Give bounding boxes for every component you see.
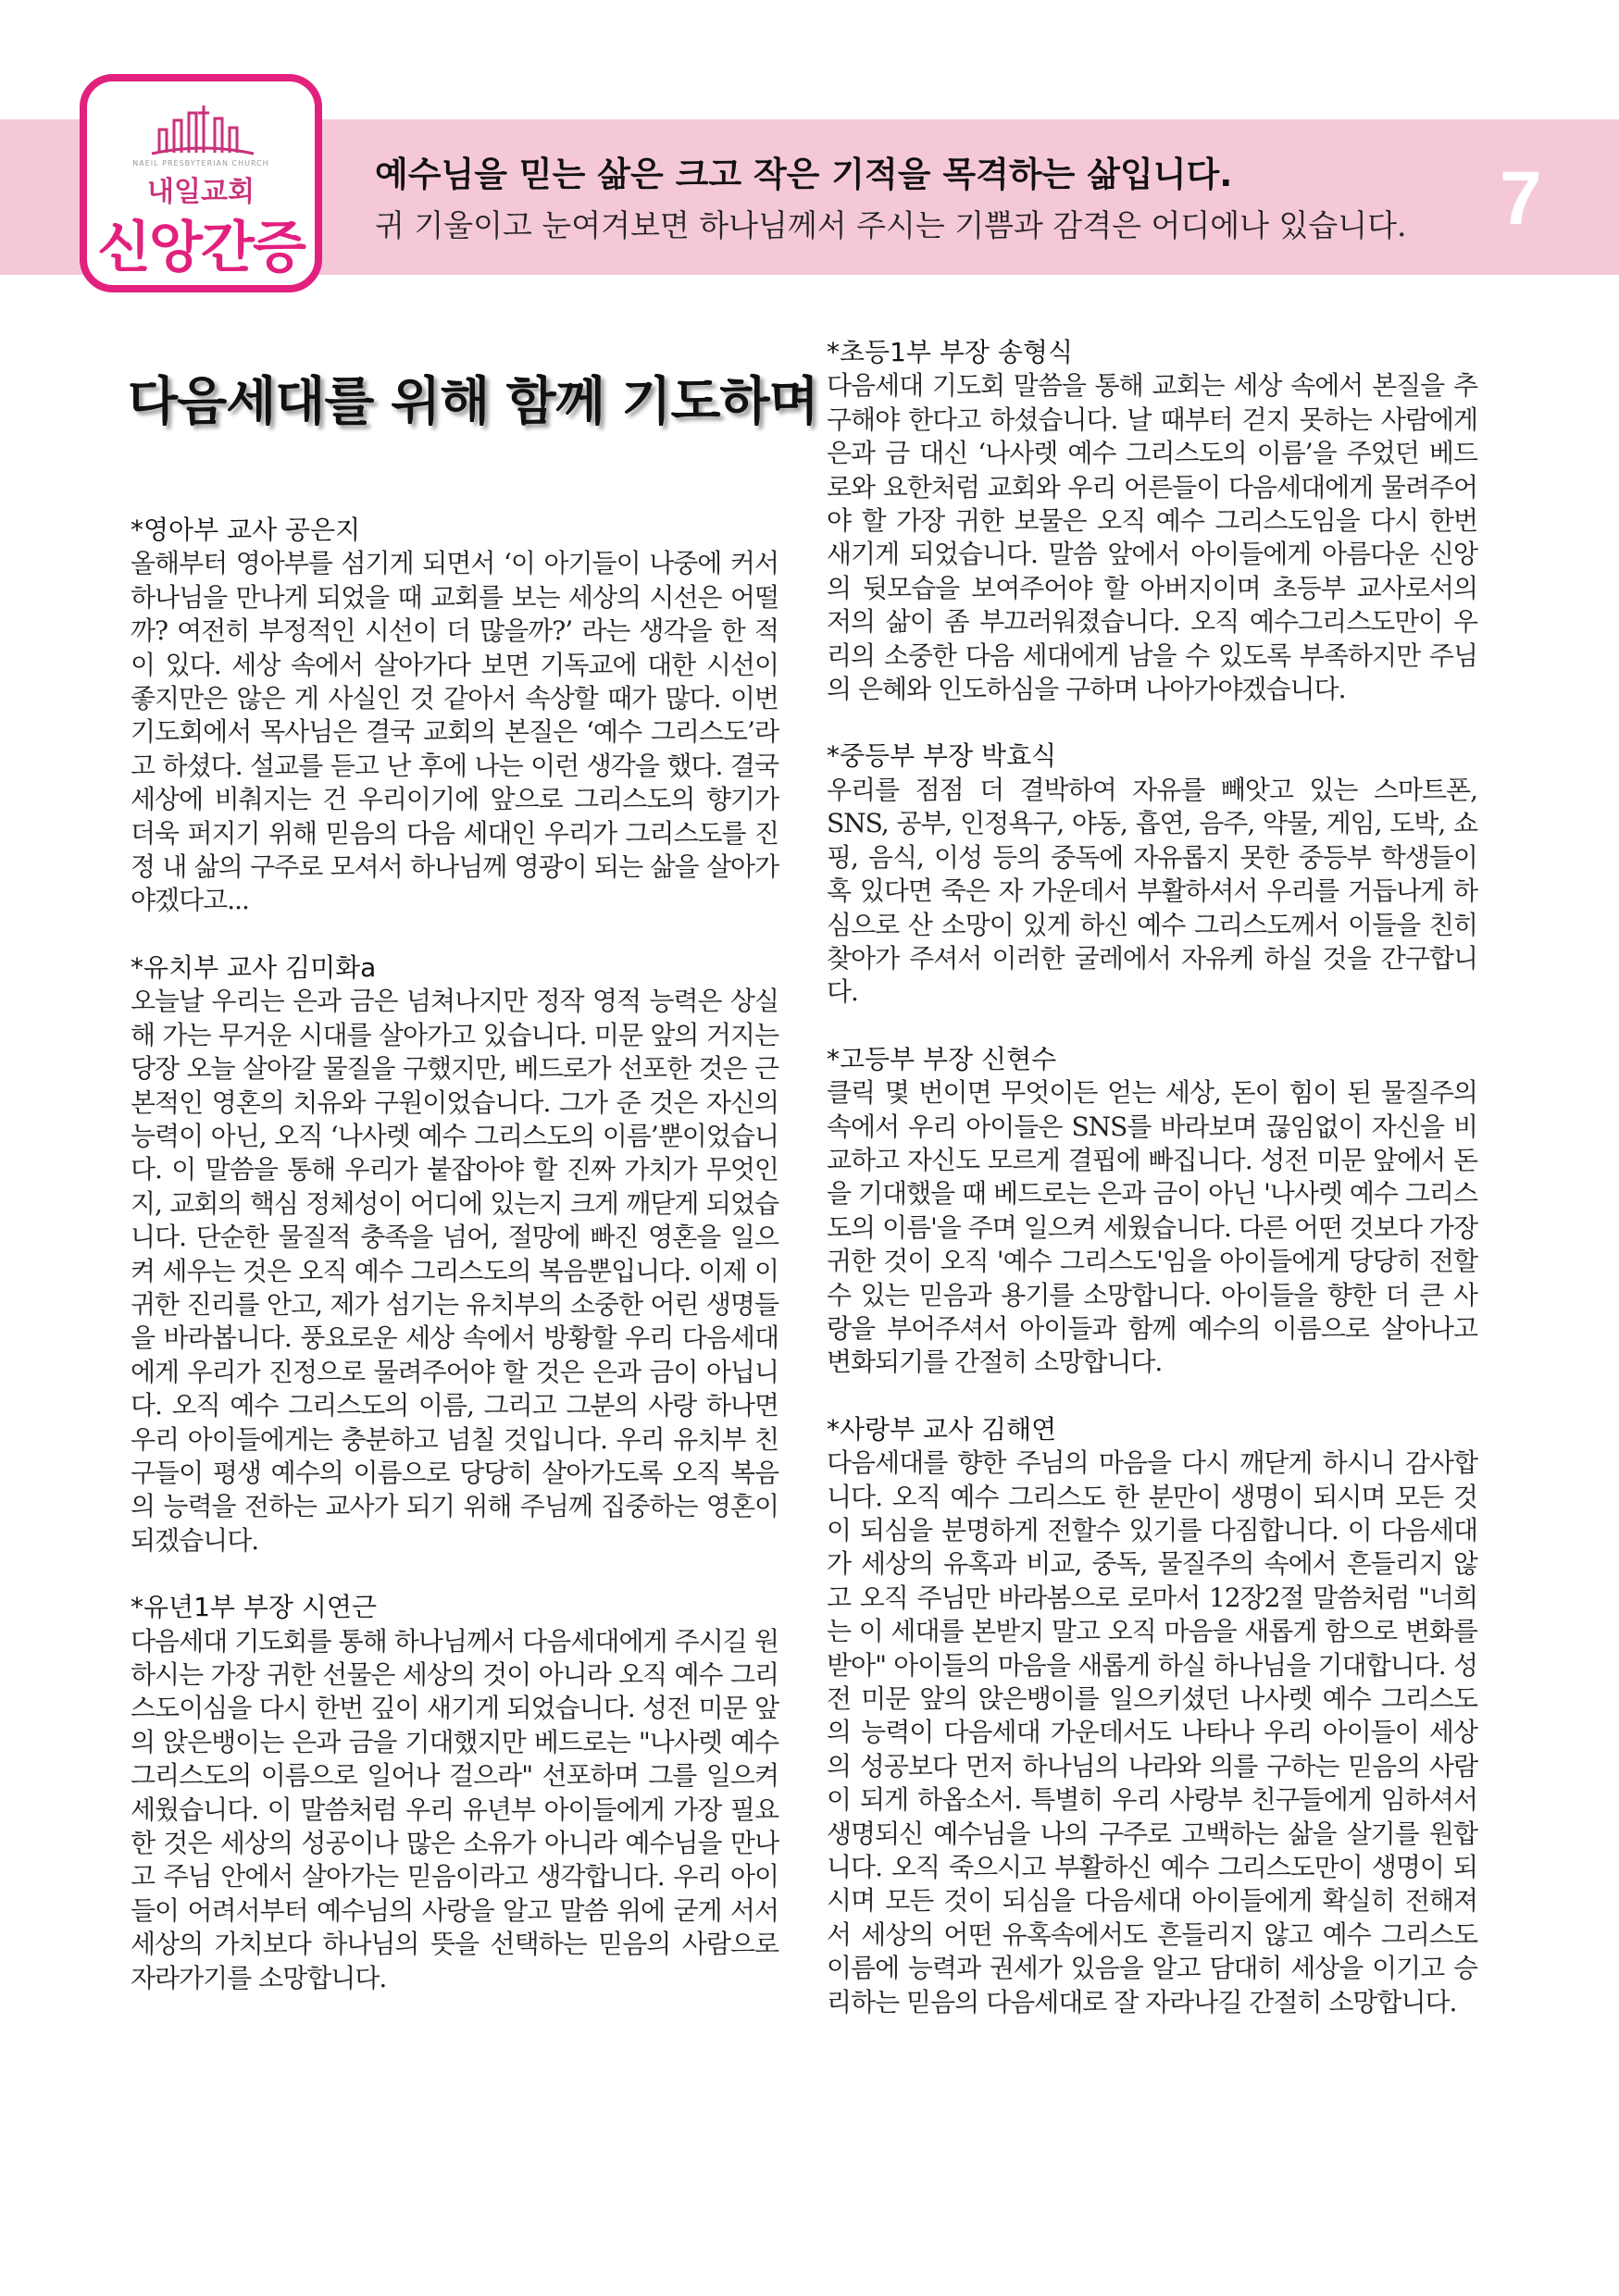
logo-subtitle: NAEIL PRESBYTERIAN CHURCH bbox=[132, 159, 269, 168]
testimony-body: 우리를 점점 더 결박하여 자유를 빼앗고 있는 스마트폰, SNS, 공부, 인정욕구, 야동, 흡연, 음주, 약물, 게임, 도박, 쇼핑, 음식, 이성 등의 중독에 자유롭지 못한 중등부 학생들이 혹 있다면 죽은 자 가운데서 부활하셔서 우리를 거듭나게 하심으로 산 소망이 있게 하신 예수 그리스도께서 이들을 친히 찾아가 주셔서 이러한 굴레에서 자유케 하실 것을 간구합니다. bbox=[827, 774, 1477, 1008]
testimony-body: 오늘날 우리는 은과 금은 넘쳐나지만 정작 영적 능력은 상실해 가는 무거운 시대를 살아가고 있습니다. 미문 앞의 거지는 당장 오늘 살아갈 물질을 구했지만, 베드로가 선포한 것은 근본적인 영혼의 치유와 구원이었습니다. 그가 준 것은 자신의 능력이 아닌, 오직 ‘나사렛 예수 그리스도의 이름’뿐이었습니다. 이 말씀을 통해 우리가 붙잡아야 할 진짜 가치가 무엇인지, 교회의 핵심 정체성이 어디에 있는지 크게 깨닫게 되었습니다. 단순한 물질적 충족을 넘어, 절망에 빠진 영혼을 일으켜 세우는 것은 오직 예수 그리스도의 복음뿐입니다. 이제 이 귀한 진리를 안고, 제가 섬기는 유치부의 소중한 어린 생명들을 바라봅니다. 풍요로운 세상 속에서 방황할 우리 다음세대에게 우리가 진정으로 물려주어야 할 것은 은과 금이 아닙니다. 오직 예수 그리스도의 이름, 그리고 그분의 사랑 하나면 우리 아이들에게는 충분하고 넘칠 것입니다. 우리 유치부 친구들이 평생 예수의 이름으로 당당히 살아가도록 오직 복음의 능력을 전하는 교사가 되기 위해 주님께 집중하는 영혼이 되겠습니다. bbox=[131, 986, 778, 1556]
testimony-section bbox=[131, 951, 778, 1558]
right-column bbox=[827, 336, 1477, 2053]
testimony-body: 다음세대 기도회 말씀을 통해 교회는 세상 속에서 본질을 추구해야 한다고 하셨습니다. 날 때부터 걷지 못하는 사람에게 은과 금 대신 ‘나사렛 예수 그리스도의 이름’을 주었던 베드로와 요한처럼 교회와 우리 어른들이 다음세대에게 물려주어야 할 가장 귀한 보물은 오직 예수 그리스도임을 다시 한번 새기게 되었습니다. 말씀 앞에서 아이들에게 아름다운 신앙의 뒷모습을 보여주어야 할 아버지이며 초등부 교사로서의 저의 삶이 좀 부끄러워졌습니다. 오직 예수그리스도만이 우리의 소중한 다음 세대에게 남을 수 있도록 부족하지만 주님의 은혜와 인도하심을 구하며 나아가야겠습니다. bbox=[827, 370, 1477, 705]
testimony-body: 올해부터 영아부를 섬기게 되면서 ‘이 아기들이 나중에 커서 하나님을 만나게 되었을 때 교회를 보는 세상의 시선은 어떨까? 여전히 부정적인 시선이 더 많을까?’ 라는 생각을 한 적이 있다. 세상 속에서 살아가다 보면 기독교에 대한 시선이 좋지만은 않은 게 사실인 것 같아서 속상할 때가 많다. 이번 기도회에서 목사님은 결국 교회의 본질은 ‘예수 그리스도’라고 하셨다. 설교를 듣고 난 후에 나는 이런 생각을 했다. 결국 세상에 비춰지는 건 우리이기에 앞으로 그리스도의 향기가 더욱 퍼지기 위해 믿음의 다음 세대인 우리가 그리스도를 진정 내 삶의 구주로 모셔서 하나님께 영광이 되는 삶을 살아가야겠다고... bbox=[131, 548, 778, 916]
testimony-body: 다음세대 기도회를 통해 하나님께서 다음세대에게 주시길 원하시는 가장 귀한 선물은 세상의 것이 아니라 오직 예수 그리스도이심을 다시 한번 깊이 새기게 되었습니다. 성전 미문 앞의 앉은뱅이는 은과 금을 기대했지만 베드로는 "나사렛 예수 그리스도의 이름으로 일어나 걸으라" 선포하며 그를 일으켜 세웠습니다. 이 말씀처럼 우리 유년부 아이들에게 가장 필요한 것은 세상의 성공이나 많은 소유가 아니라 예수님을 만나고 주님 안에서 살아가는 믿음이라고 생각합니다. 우리 아이들이 어려서부터 예수님의 사랑을 알고 말씀 위에 굳게 서서 세상의 가치보다 하나님의 뜻을 선택하는 믿음의 사람으로 자라가기를 소망합니다. bbox=[131, 1625, 778, 1993]
page-number: 7 bbox=[1500, 156, 1542, 241]
section-title: 신앙간증 bbox=[97, 216, 305, 280]
testimony-section bbox=[131, 1591, 778, 1995]
testimony-author: *유치부 교사 김미화a bbox=[131, 951, 377, 983]
testimony-body: 클릭 몇 번이면 무엇이든 얻는 세상, 돈이 힘이 된 물질주의 속에서 우리 아이들은 SNS를 바라보며 끊임없이 자신을 비교하고 자신도 모르게 결핍에 빠집니다. 성전 미문 앞에서 돈을 기대했을 때 베드로는 은과 금이 아닌 '나사렛 예수 그리스도의 이름'을 주며 일으켜 세웠습니다. 다른 어떤 것보다 가장 귀한 것이 오직 '예수 그리스도'임을 아이들에게 당당히 전할 수 있는 믿음과 용기를 소망합니다. 아이들을 향한 더 큰 사랑을 부어주셔서 아이들과 함께 예수의 이름으로 살아나고 변화되기를 간절히 소망합니다. bbox=[827, 1077, 1477, 1378]
testimony-author: *사랑부 교사 김해연 bbox=[827, 1413, 1057, 1445]
church-skyline-icon bbox=[143, 102, 263, 157]
testimony-author: *영아부 교사 공은지 bbox=[131, 515, 361, 545]
testimony-author: *고등부 부장 신현수 bbox=[827, 1043, 1057, 1074]
testimony-body: 다음세대를 향한 주님의 마음을 다시 깨닫게 하시니 감사합니다. 오직 예수 그리스도 한 분만이 생명이 되시며 모든 것이 되심을 분명하게 전할수 있기를 다짐합니다. 이 다음세대가 세상의 유혹과 비교, 중독, 물질주의 속에서 흔들리지 않고 오직 주님만 바라봄으로 로마서 12장2절 말씀처럼 "너희는 이 세대를 본받지 말고 오직 마음을 새롭게 함으로 변화를 받아" 아이들의 마음을 새롭게 하실 하나님을 기대합니다. 성전 미문 앞의 앉은뱅이를 일으키셨던 나사렛 예수 그리스도의 능력이 다음세대 가운데서도 나타나 우리 아이들이 세상의 성공보다 먼저 하나님의 나라와 의를 구하는 믿음의 사람이 되게 하옵소서. 특별히 우리 사랑부 친구들에게 임하셔서 생명되신 예수님을 나의 구주로 고백하는 삶을 살기를 원합니다. 오직 죽으시고 부활하신 예수 그리스도만이 생명이 되시며 모든 것이 되심을 다음세대 아이들에게 확실히 전해져서 세상의 어떤 유혹속에서도 흔들리지 않고 예수 그리스도 이름에 능력과 권세가 있음을 알고 담대히 세상을 이기고 승리하는 믿음의 다음세대로 잘 자라나길 간절히 소망합니다. bbox=[827, 1447, 1477, 2017]
testimony-author: *초등1부 부장 송형식 bbox=[827, 337, 1074, 367]
header-subline: 귀 기울이고 눈여겨보면 하나님께서 주시는 기쁨과 감격은 어디에나 있습니다. bbox=[375, 207, 1407, 243]
header-headline: 예수님을 믿는 삶은 크고 작은 기적을 목격하는 삶입니다. bbox=[375, 155, 1233, 194]
testimony-section bbox=[827, 336, 1477, 706]
testimony-section bbox=[827, 1413, 1477, 2019]
testimony-section bbox=[827, 739, 1477, 1009]
testimony-section bbox=[131, 514, 778, 918]
left-column bbox=[131, 514, 778, 2029]
testimony-section bbox=[827, 1043, 1477, 1380]
article-title: 다음세대를 위해 함께 기도하며 bbox=[128, 372, 818, 432]
church-logo-badge bbox=[80, 74, 322, 292]
testimony-author: *유년1부 부장 시연근 bbox=[131, 1592, 378, 1623]
testimony-author: *중등부 부장 박효식 bbox=[827, 740, 1057, 772]
church-name: 내일교회 bbox=[147, 176, 255, 208]
